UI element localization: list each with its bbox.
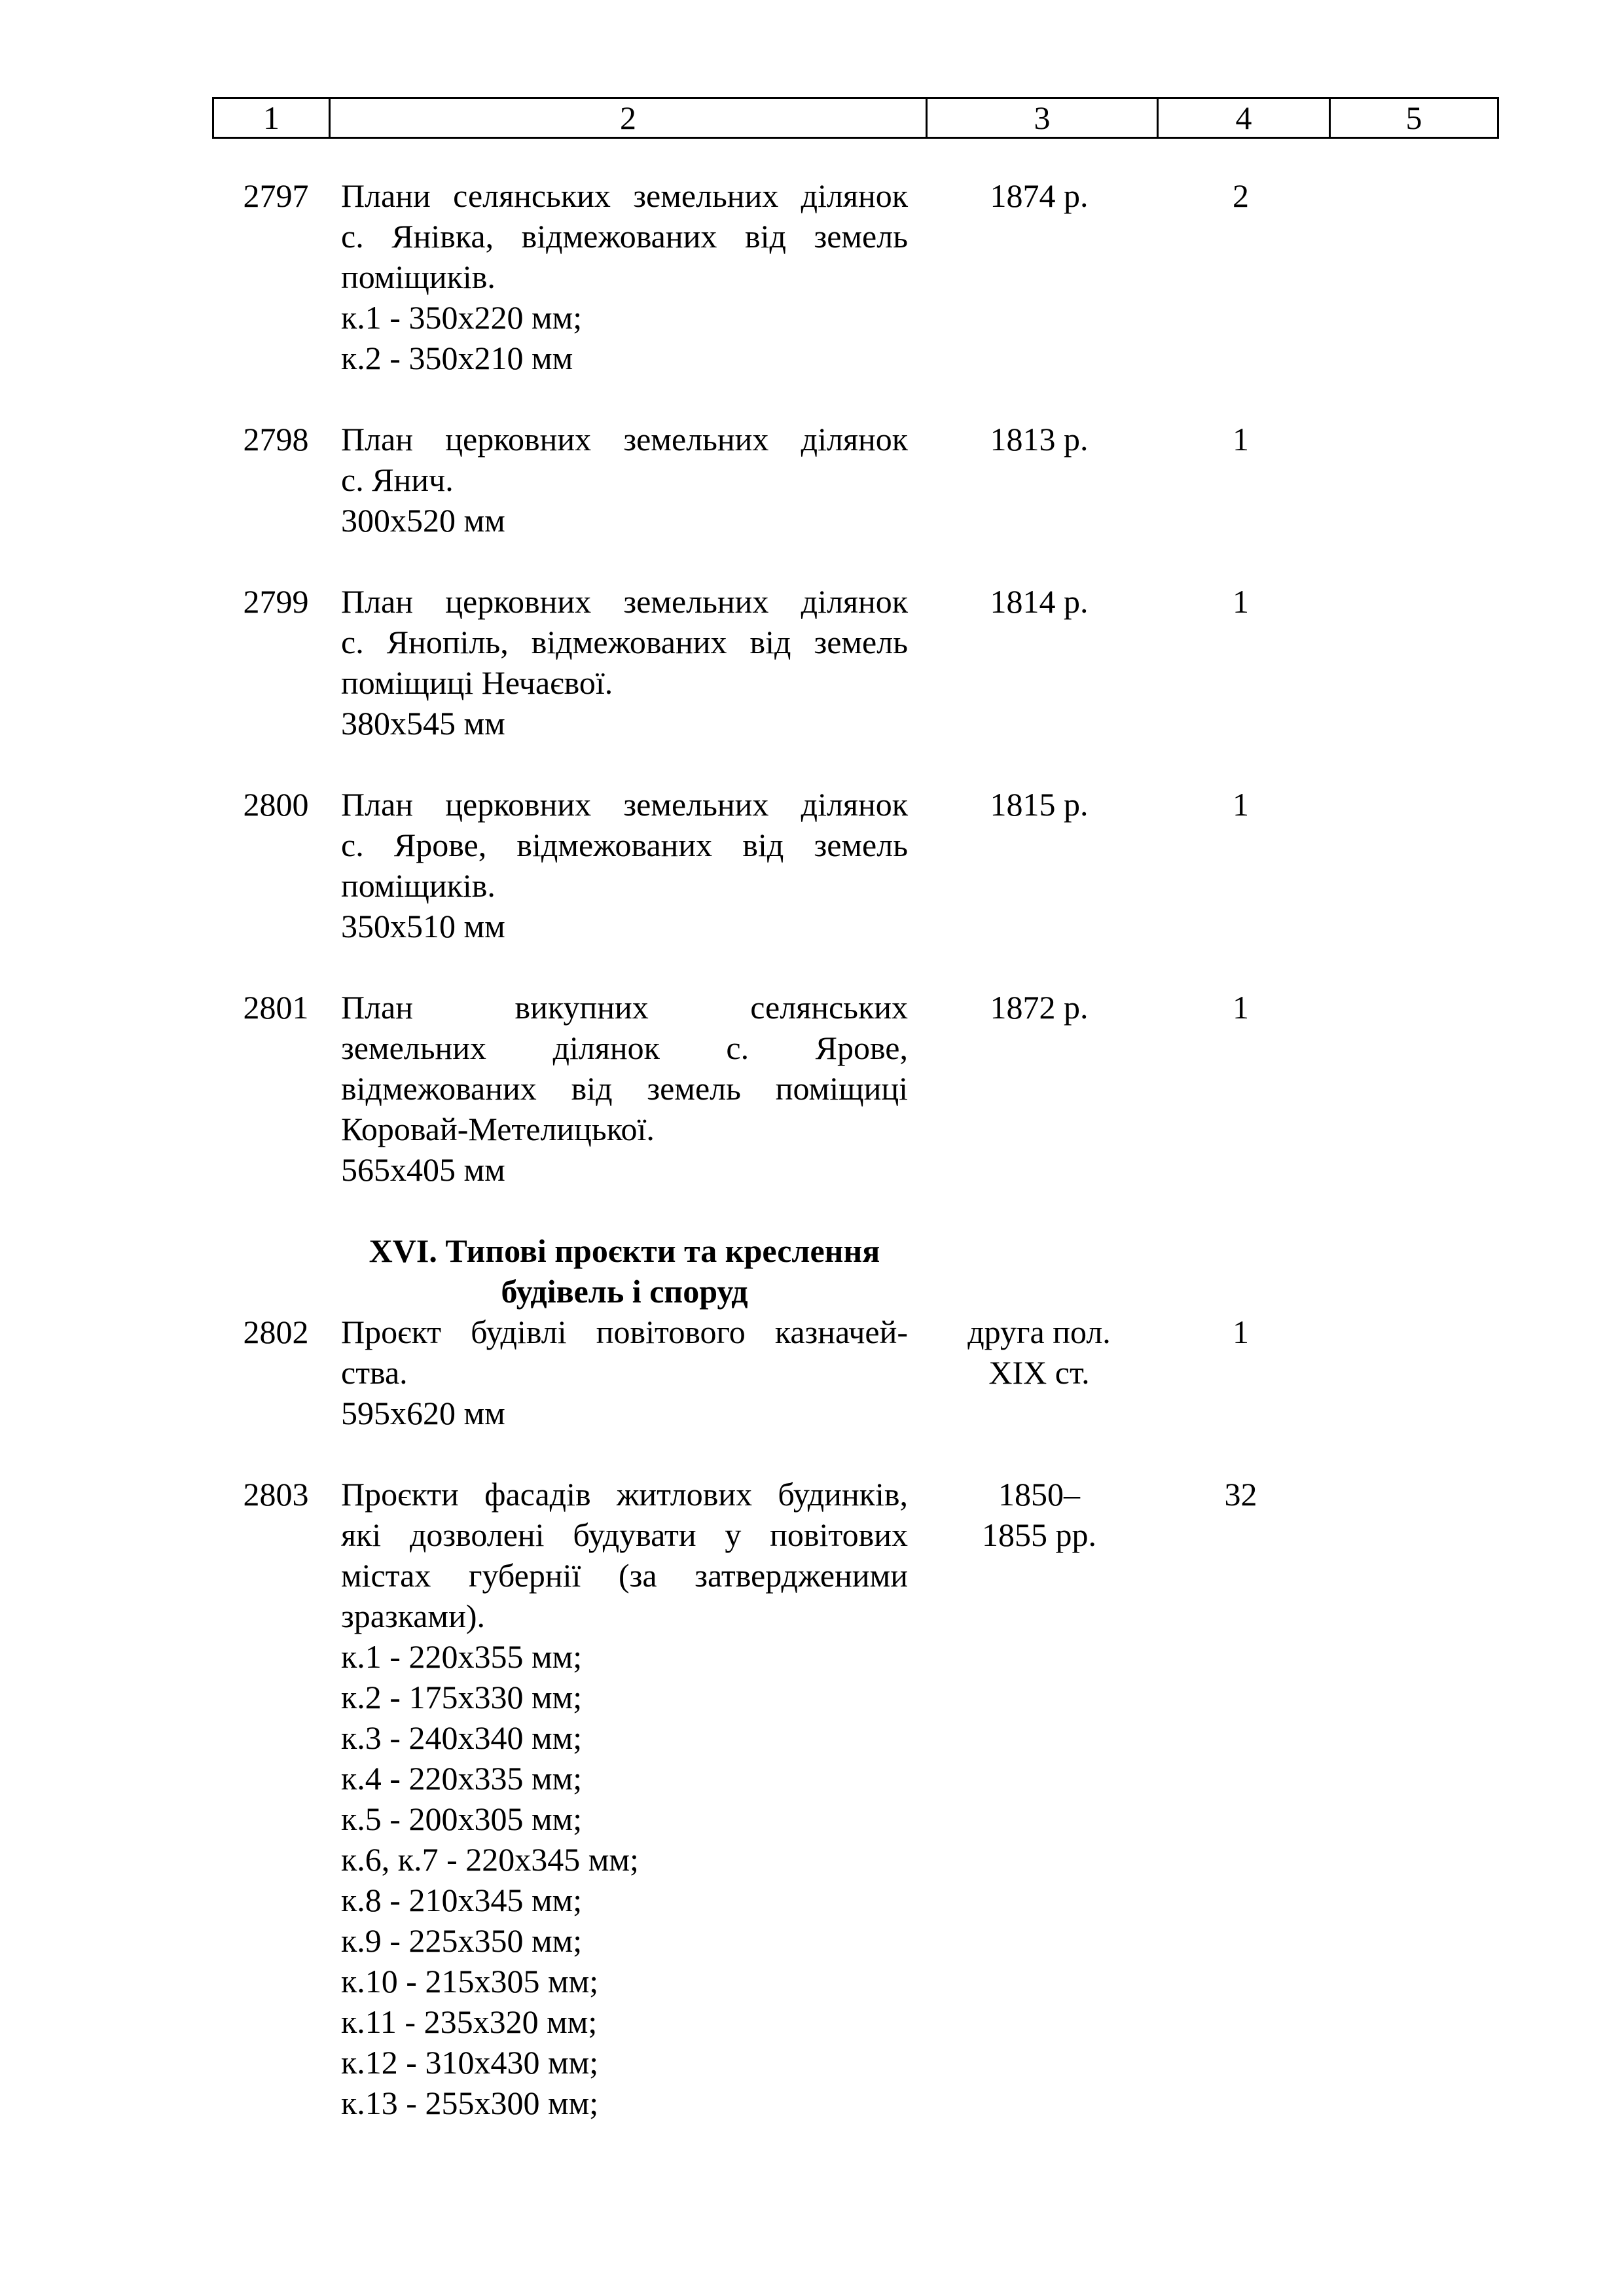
dimensions-line: к.2 - 175х330 мм; [341,1679,583,1715]
section-title-line: XVI. Типові проєкти та креслення [369,1232,880,1269]
description-line: поміщиків. [341,867,496,904]
date-line: 1813 р. [990,421,1089,457]
dimensions-line: к.1 - 220х355 мм; [341,1638,583,1675]
date-line: XIX ст. [988,1354,1090,1391]
entry-description [341,419,908,541]
description-line: які дозволені будувати у повітових [341,1516,908,1553]
entry-date [924,1474,1155,2123]
entry-count: 2 [1233,177,1249,214]
description-line: земельних ділянок с. Ярове, [341,1030,908,1066]
column-header-row [212,97,1499,139]
entry-number: 2802 [243,1314,309,1350]
entry-description [341,175,908,378]
entry-count: 1 [1233,583,1249,620]
date-line: 1814 р. [990,583,1089,620]
description-line: зразками). [341,1598,485,1634]
column-header-5: 5 [1329,99,1497,137]
description-line: Проєкт будівлі повітового казначей- [341,1314,908,1350]
entry-count: 1 [1233,786,1249,823]
date-line: 1850– [998,1476,1080,1513]
dimensions-line: 350х510 мм [341,908,505,944]
date-line: 1855 рр. [982,1516,1096,1553]
entry-count: 1 [1233,989,1249,1026]
dimensions-line: 565х405 мм [341,1151,505,1188]
dimensions-line: к.5 - 200х305 мм; [341,1801,583,1837]
column-header-3: 3 [926,99,1157,137]
description-line: с. Янопіль, відмежованих від земель [341,624,908,660]
description-line: с. Янич. [341,461,454,498]
dimensions-line: 380х545 мм [341,705,505,742]
description-line: План церковних земельних ділянок [341,421,908,457]
table-row [212,1312,1499,1433]
entry-date [924,987,1155,1190]
column-header-4: 4 [1157,99,1329,137]
description-line: с. Янівка, відмежованих від земель [341,218,908,255]
date-line: 1874 р. [990,177,1089,214]
entry-count: 32 [1224,1476,1257,1513]
entry-date [924,581,1155,744]
entry-number: 2803 [243,1476,309,1513]
entry-number: 2798 [243,421,309,457]
entry-date [924,1312,1155,1433]
dimensions-line: к.3 - 240х340 мм; [341,1719,583,1756]
entries-group-1 [212,175,1499,1190]
table-row [212,1474,1499,2123]
entry-number: 2800 [243,786,309,823]
entry-description [341,1474,908,2123]
dimensions-line: 300х520 мм [341,502,505,539]
entry-date [924,175,1155,378]
dimensions-line: к.11 - 235х320 мм; [341,2003,598,2040]
dimensions-line: к.6, к.7 - 220х345 мм; [341,1841,639,1878]
column-header-2: 2 [329,99,926,137]
description-line: План церковних земельних ділянок [341,786,908,823]
column-header-1: 1 [263,99,280,136]
dimensions-line: к.13 - 255х300 мм; [341,2085,599,2121]
table-row [212,581,1499,744]
description-line: поміщиків. [341,259,496,295]
date-line: друга пол. [967,1314,1111,1350]
description-line: ства. [341,1354,408,1391]
dimensions-line: к.10 - 215х305 мм; [341,1963,599,2000]
description-line: План церковних земельних ділянок [341,583,908,620]
description-line: План викупних селянських [341,989,908,1026]
date-line: 1815 р. [990,786,1089,823]
inventory-list [212,175,1499,2123]
entry-number: 2799 [243,583,309,620]
entry-description [341,987,908,1190]
date-line: 1872 р. [990,989,1089,1026]
table-row [212,987,1499,1190]
dimensions-line: к.8 - 210х345 мм; [341,1882,583,1918]
entry-description [341,581,908,744]
description-line: Проєкти фасадів житлових будинків, [341,1476,908,1513]
dimensions-line: к.1 - 350х220 мм; [341,299,583,336]
entries-group-2 [212,1312,1499,2123]
dimensions-line: к.4 - 220х335 мм; [341,1760,583,1797]
section-title [341,1230,908,1312]
description-line: містах губернії (за затвердженими [341,1557,908,1594]
dimensions-line: 595х620 мм [341,1395,505,1431]
description-line: поміщиці Нечаєвої. [341,664,613,701]
entry-description [341,1312,908,1433]
entry-number: 2801 [243,989,309,1026]
dimensions-line: к.12 - 310х430 мм; [341,2044,599,2081]
table-row [212,419,1499,541]
description-line: с. Ярове, відмежованих від земель [341,827,908,863]
dimensions-line: к.9 - 225х350 мм; [341,1922,583,1959]
entry-description [341,784,908,946]
description-line: Плани селянських земельних ділянок [341,177,908,214]
entry-count: 1 [1233,1314,1249,1350]
table-row [212,175,1499,378]
entry-number: 2797 [243,177,309,214]
table-row [212,784,1499,946]
description-line: Коровай-Метелицької. [341,1111,655,1147]
entry-date [924,419,1155,541]
entry-date [924,784,1155,946]
section-title-line: будівель і споруд [501,1273,748,1310]
entry-count: 1 [1233,421,1249,457]
dimensions-line: к.2 - 350х210 мм [341,340,573,376]
description-line: відмежованих від земель поміщиці [341,1070,908,1107]
